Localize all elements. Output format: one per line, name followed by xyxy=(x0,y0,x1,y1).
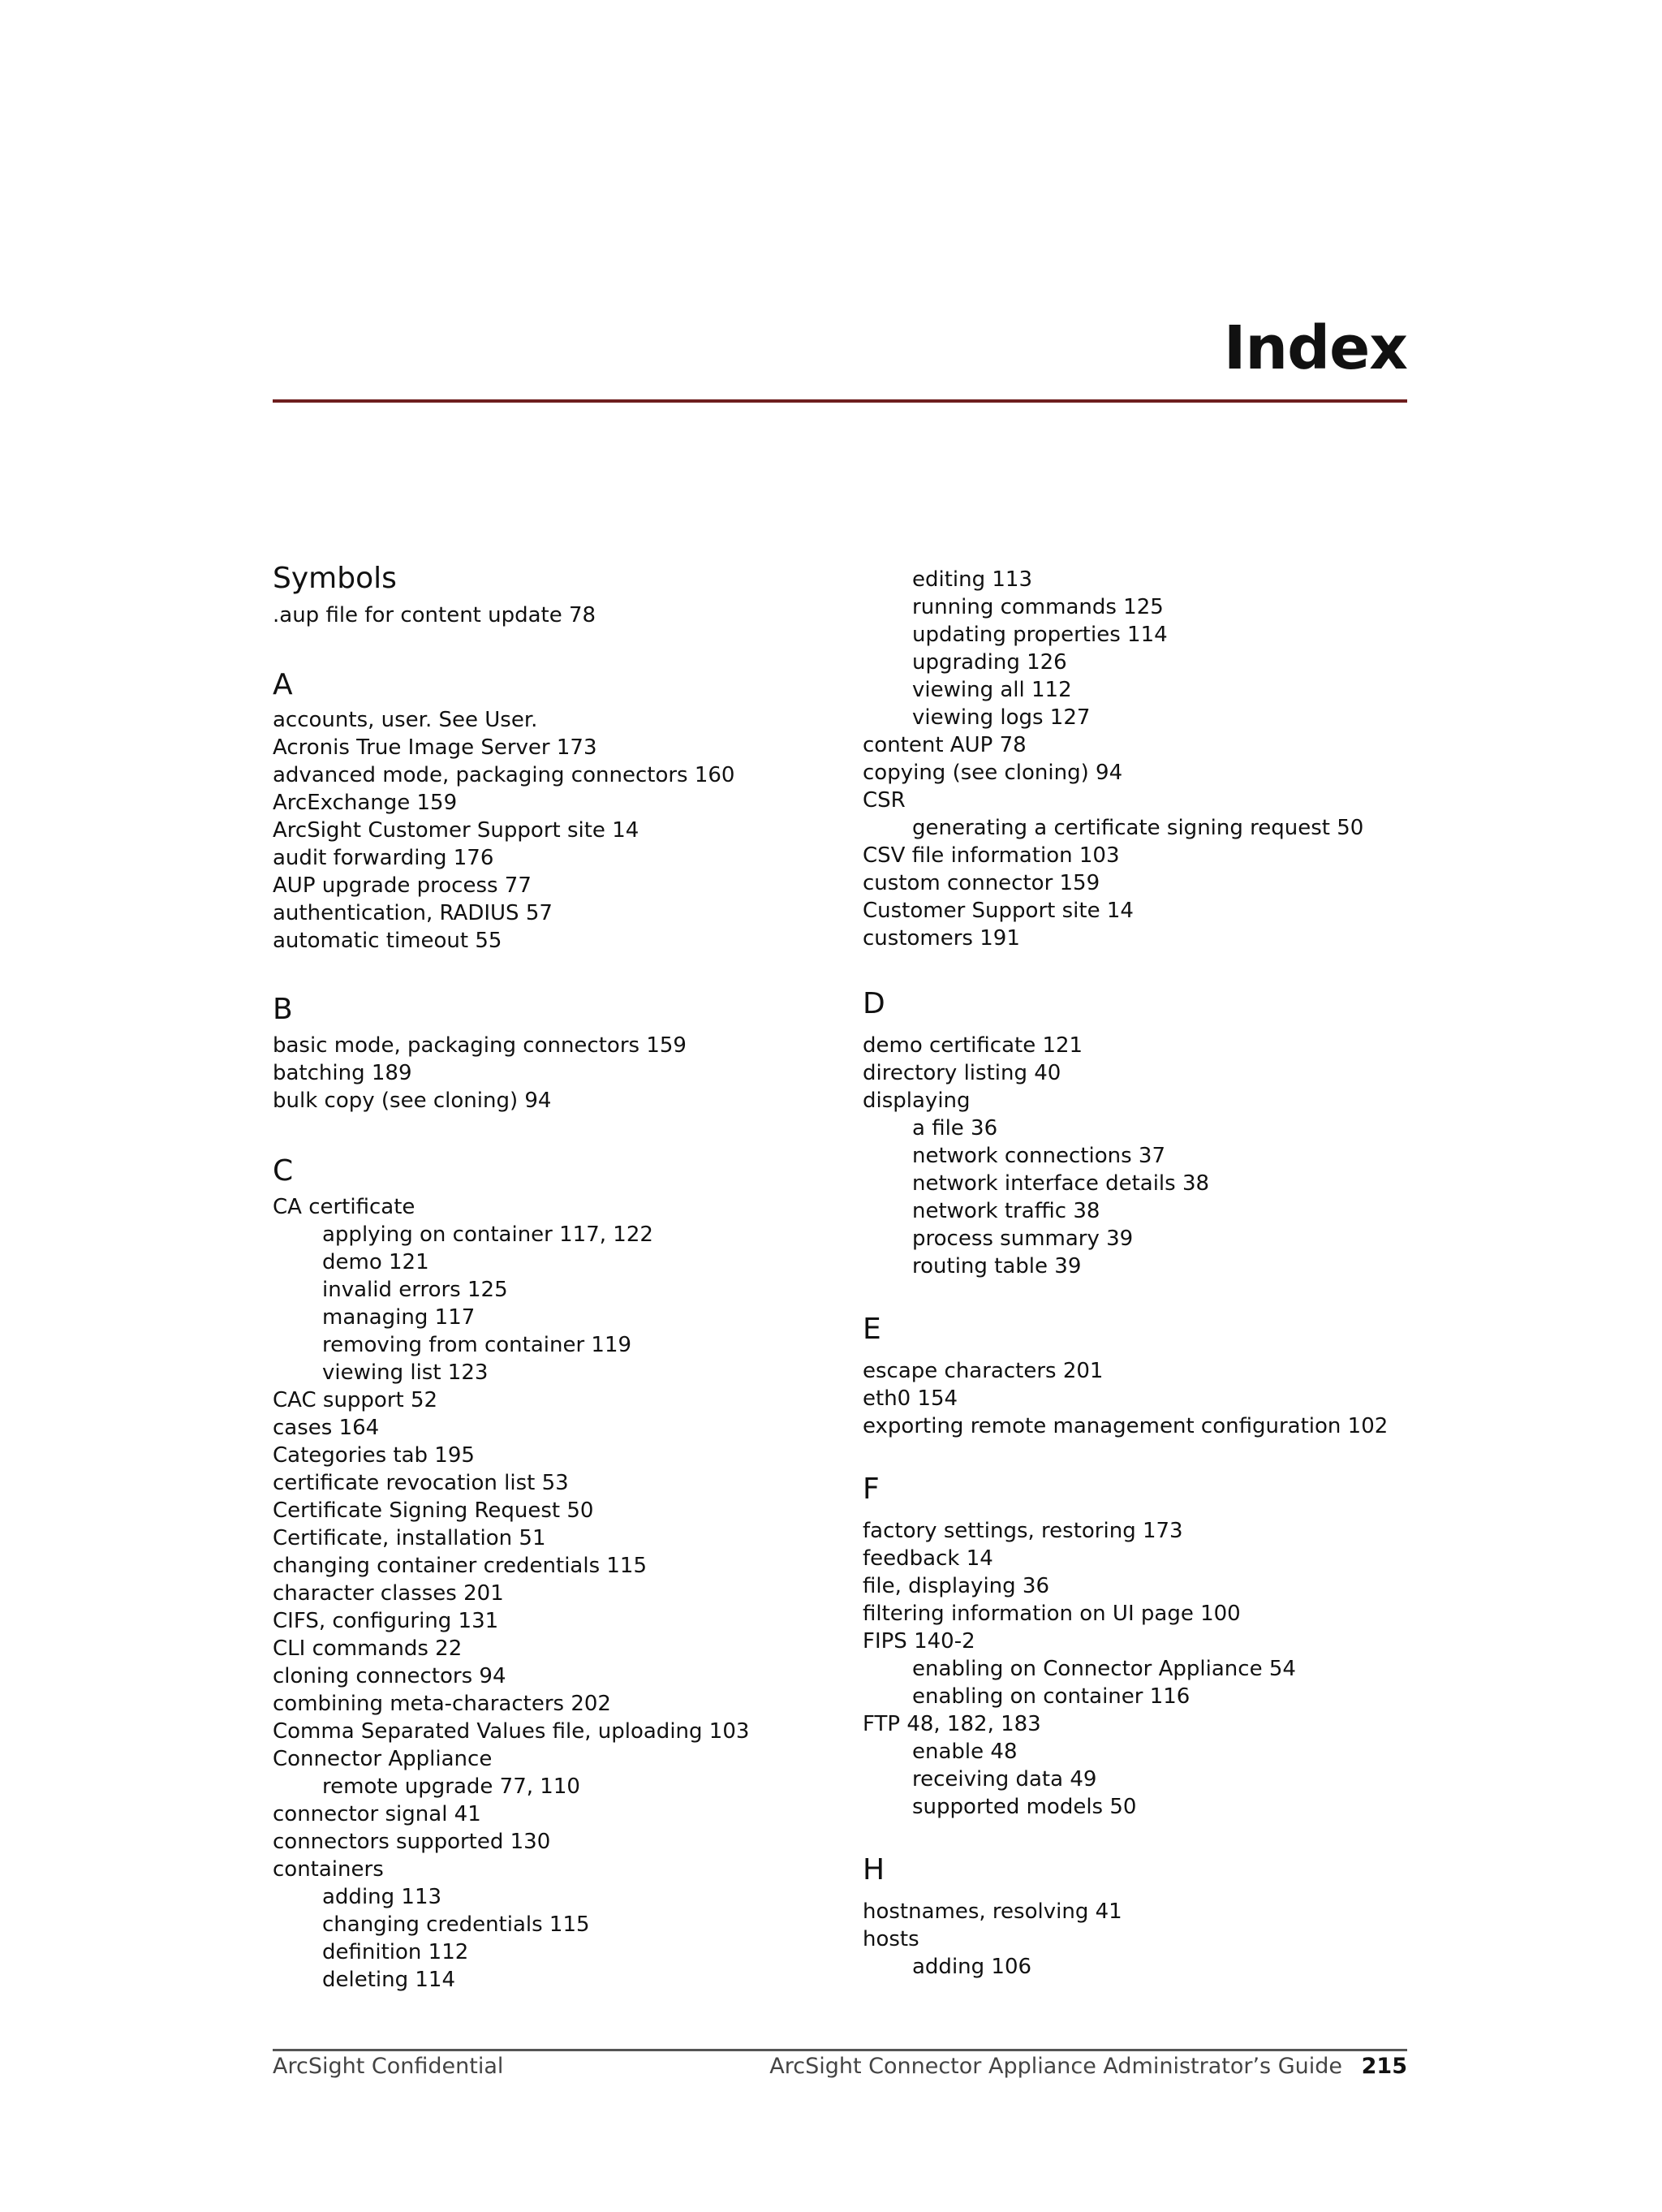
index-subentry: receiving data 49 xyxy=(912,1767,1097,1792)
section-heading-a: A xyxy=(273,668,293,701)
index-subentry: definition 112 xyxy=(322,1940,469,1964)
index-entry: combining meta-characters 202 xyxy=(273,1692,611,1716)
index-subentry: generating a certificate signing request 50 xyxy=(912,816,1364,840)
index-entry: Certificate Signing Request 50 xyxy=(273,1498,594,1523)
index-entry: audit forwarding 176 xyxy=(273,846,494,870)
title-rule xyxy=(273,399,1407,403)
index-entry: Certificate, installation 51 xyxy=(273,1526,546,1550)
index-entry: connector signal 41 xyxy=(273,1802,481,1826)
index-subentry: invalid errors 125 xyxy=(322,1278,508,1302)
index-entry: factory settings, restoring 173 xyxy=(863,1519,1183,1543)
index-entry: copying (see cloning) 94 xyxy=(863,761,1123,785)
index-entry: CLI commands 22 xyxy=(273,1636,463,1661)
index-entry: Acronis True Image Server 173 xyxy=(273,735,597,760)
index-subentry: process summary 39 xyxy=(912,1227,1134,1251)
index-subentry: a file 36 xyxy=(912,1116,998,1140)
index-entry: CAC support 52 xyxy=(273,1388,438,1412)
section-heading-symbols: Symbols xyxy=(273,562,397,595)
index-entry: connectors supported 130 xyxy=(273,1830,551,1854)
page-number: 215 xyxy=(1361,2054,1407,2079)
index-subentry: enable 48 xyxy=(912,1740,1018,1764)
index-subentry: supported models 50 xyxy=(912,1795,1137,1819)
index-entry: basic mode, packaging connectors 159 xyxy=(273,1033,687,1058)
index-entry: hosts xyxy=(863,1927,919,1951)
index-entry: ArcExchange 159 xyxy=(273,791,458,815)
index-subentry: viewing list 123 xyxy=(322,1360,489,1385)
index-entry: filtering information on UI page 100 xyxy=(863,1602,1241,1626)
index-subentry: enabling on container 116 xyxy=(912,1684,1191,1709)
index-subentry: enabling on Connector Appliance 54 xyxy=(912,1657,1296,1681)
index-entry: batching 189 xyxy=(273,1061,412,1085)
index-subentry: updating properties 114 xyxy=(912,623,1168,647)
index-entry: certificate revocation list 53 xyxy=(273,1471,569,1495)
index-entry: containers xyxy=(273,1857,384,1882)
index-entry: demo certificate 121 xyxy=(863,1033,1083,1058)
index-entry: .aup file for content update 78 xyxy=(273,603,596,627)
index-subentry: network traffic 38 xyxy=(912,1199,1100,1223)
index-subentry: deleting 114 xyxy=(322,1968,456,1992)
index-entry: bulk copy (see cloning) 94 xyxy=(273,1089,552,1113)
index-entry: exporting remote management configuration 102 xyxy=(863,1414,1389,1438)
index-entry: automatic timeout 55 xyxy=(273,929,502,953)
footer-confidential: ArcSight Confidential xyxy=(273,2054,504,2079)
index-subentry: changing credentials 115 xyxy=(322,1912,590,1937)
index-subentry: applying on container 117, 122 xyxy=(322,1222,653,1247)
index-subentry: editing 113 xyxy=(912,567,1033,592)
index-entry: accounts, user. See User. xyxy=(273,708,538,732)
index-subentry: network connections 37 xyxy=(912,1144,1165,1168)
index-entry: authentication, RADIUS 57 xyxy=(273,901,553,925)
index-entry: CSR xyxy=(863,788,906,813)
index-entry: cloning connectors 94 xyxy=(273,1664,506,1688)
section-heading-e: E xyxy=(863,1313,881,1346)
index-entry: customers 191 xyxy=(863,926,1020,951)
index-subentry: removing from container 119 xyxy=(322,1333,632,1357)
index-entry: custom connector 159 xyxy=(863,871,1100,895)
index-entry: eth0 154 xyxy=(863,1386,958,1411)
index-entry: CIFS, configuring 131 xyxy=(273,1609,499,1633)
index-entry: cases 164 xyxy=(273,1416,380,1440)
index-subentry: running commands 125 xyxy=(912,595,1164,619)
index-entry: directory listing 40 xyxy=(863,1061,1061,1085)
page-title: Index xyxy=(1223,313,1407,383)
footer-guide-title: ArcSight Connector Appliance Administrator’s Guide xyxy=(769,2054,1342,2079)
index-entry: FTP 48, 182, 183 xyxy=(863,1712,1041,1736)
index-entry: character classes 201 xyxy=(273,1581,504,1606)
index-entry: Customer Support site 14 xyxy=(863,899,1134,923)
index-entry: ArcSight Customer Support site 14 xyxy=(273,818,639,843)
index-entry: content AUP 78 xyxy=(863,733,1027,757)
section-heading-b: B xyxy=(273,993,293,1026)
index-entry: Categories tab 195 xyxy=(273,1443,475,1468)
index-entry: CA certificate xyxy=(273,1195,416,1219)
index-entry: hostnames, resolving 41 xyxy=(863,1899,1122,1924)
index-subentry: upgrading 126 xyxy=(912,650,1067,675)
index-entry: FIPS 140-2 xyxy=(863,1629,975,1654)
index-entry: changing container credentials 115 xyxy=(273,1554,648,1578)
index-entry: displaying xyxy=(863,1089,971,1113)
index-subentry: remote upgrade 77, 110 xyxy=(322,1774,580,1799)
index-subentry: demo 121 xyxy=(322,1250,429,1274)
index-subentry: routing table 39 xyxy=(912,1254,1082,1278)
index-entry: AUP upgrade process 77 xyxy=(273,873,532,898)
index-subentry: viewing logs 127 xyxy=(912,705,1091,730)
index-entry: advanced mode, packaging connectors 160 xyxy=(273,763,735,787)
index-entry: feedback 14 xyxy=(863,1546,993,1571)
index-subentry: network interface details 38 xyxy=(912,1171,1210,1196)
index-subentry: adding 106 xyxy=(912,1955,1032,1979)
section-heading-f: F xyxy=(863,1473,880,1506)
index-subentry: viewing all 112 xyxy=(912,678,1072,702)
footer-rule xyxy=(273,2049,1407,2051)
section-heading-d: D xyxy=(863,987,885,1020)
index-subentry: managing 117 xyxy=(322,1305,476,1330)
index-subentry: adding 113 xyxy=(322,1885,442,1909)
section-heading-c: C xyxy=(273,1154,294,1188)
index-entry: Comma Separated Values file, uploading 103 xyxy=(273,1719,750,1744)
section-heading-h: H xyxy=(863,1853,885,1886)
index-entry: Connector Appliance xyxy=(273,1747,493,1771)
index-entry: file, displaying 36 xyxy=(863,1574,1050,1598)
index-entry: escape characters 201 xyxy=(863,1359,1104,1383)
index-entry: CSV file information 103 xyxy=(863,843,1120,868)
